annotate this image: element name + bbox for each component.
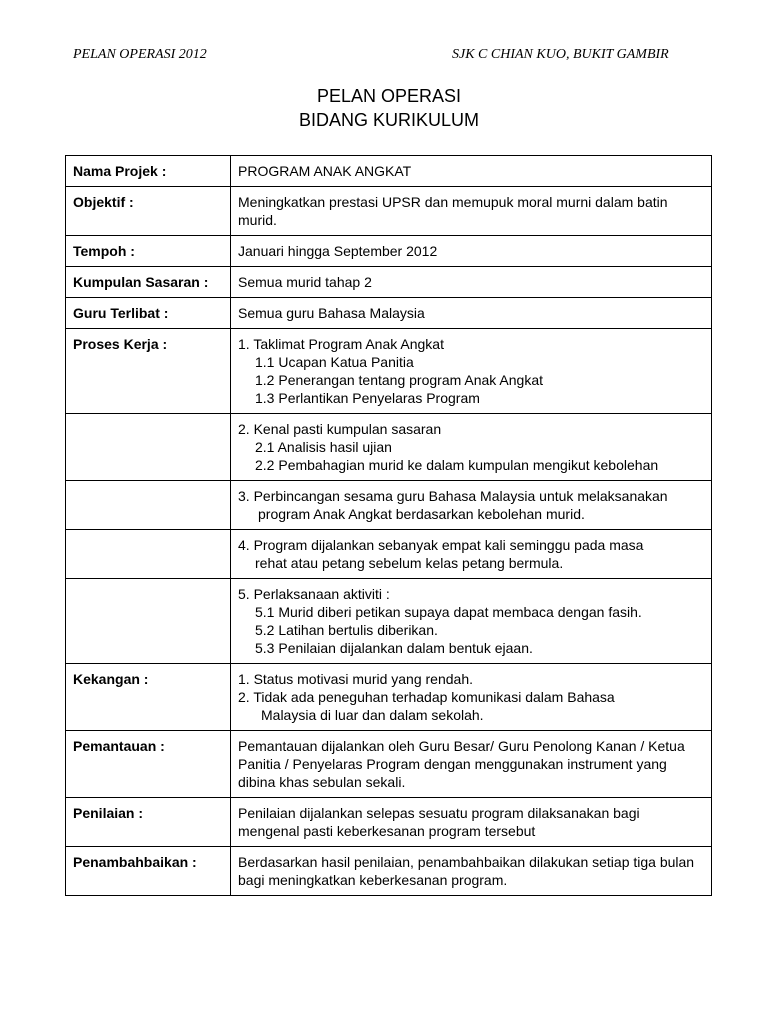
- title-line-1: PELAN OPERASI: [316, 86, 462, 106]
- label-empty: [66, 414, 231, 481]
- value-proses-step-4: [231, 530, 712, 579]
- step-5-title: 5. Perlaksanaan aktiviti :: [238, 586, 390, 602]
- row-pemantauan: [66, 731, 712, 798]
- label-empty: [66, 530, 231, 579]
- row-objektif: [66, 187, 712, 236]
- step-1-item: 1.1 Ucapan Katua Panitia: [255, 354, 414, 370]
- step-1-item: 1.2 Penerangan tentang program Anak Angkat: [255, 372, 543, 388]
- label-guru-terlibat: Guru Terlibat :: [66, 298, 231, 329]
- value-proses-step-2: [231, 414, 712, 481]
- step-3-line-2: program Anak Angkat berdasarkan kebolehan murid.: [258, 506, 585, 522]
- label-objektif: Objektif :: [66, 187, 231, 236]
- label-nama-projek: Nama Projek :: [66, 156, 231, 187]
- row-guru-terlibat: [66, 298, 712, 329]
- kekangan-line-2: 2. Tidak ada peneguhan terhadap komunikasi dalam Bahasa: [238, 689, 615, 705]
- row-proses-kerja-1: [66, 329, 712, 414]
- row-tempoh: [66, 236, 712, 267]
- row-proses-kerja-4: [66, 530, 712, 579]
- step-2-item: 2.1 Analisis hasil ujian: [255, 439, 392, 455]
- label-empty: [66, 481, 231, 530]
- page-title: [0, 84, 768, 132]
- step-4-line-1: 4. Program dijalankan sebanyak empat kali seminggu pada masa: [238, 537, 644, 553]
- step-2-title: 2. Kenal pasti kumpulan sasaran: [238, 421, 442, 437]
- value-proses-step-1: [231, 329, 712, 414]
- label-penilaian: Penilaian :: [66, 798, 231, 847]
- row-proses-kerja-5: [66, 579, 712, 664]
- header-left: PELAN OPERASI 2012: [73, 47, 207, 62]
- row-penambahbaikan: [66, 847, 712, 896]
- value-tempoh: Januari hingga September 2012: [231, 236, 712, 267]
- value-nama-projek: PROGRAM ANAK ANGKAT: [231, 156, 712, 187]
- row-penilaian: [66, 798, 712, 847]
- step-5-item: 5.2 Latihan bertulis diberikan.: [255, 622, 438, 638]
- label-penambahbaikan: Penambahbaikan :: [66, 847, 231, 896]
- step-5-item: 5.1 Murid diberi petikan supaya dapat membaca dengan fasih.: [255, 604, 642, 620]
- value-penilaian: Penilaian dijalankan selepas sesuatu program dilaksanakan bagi mengenal pasti keberkesanan program tersebut: [231, 798, 712, 847]
- value-proses-step-5: [231, 579, 712, 664]
- step-2-item: 2.2 Pembahagian murid ke dalam kumpulan mengikut kebolehan: [255, 457, 659, 473]
- plan-table: [65, 155, 712, 896]
- label-empty: [66, 579, 231, 664]
- row-proses-kerja-2: [66, 414, 712, 481]
- value-guru-terlibat: Semua guru Bahasa Malaysia: [231, 298, 712, 329]
- value-objektif: Meningkatkan prestasi UPSR dan memupuk moral murni dalam batin murid.: [231, 187, 712, 236]
- step-4-line-2: rehat atau petang sebelum kelas petang bermula.: [255, 555, 564, 571]
- step-5-item: 5.3 Penilaian dijalankan dalam bentuk ejaan.: [255, 640, 533, 656]
- header-right: SJK C CHIAN KUO, BUKIT GAMBIR: [452, 47, 669, 62]
- kekangan-line-1: 1. Status motivasi murid yang rendah.: [238, 671, 474, 687]
- step-1-item: 1.3 Perlantikan Penyelaras Program: [255, 390, 480, 406]
- step-3-line-1: 3. Perbincangan sesama guru Bahasa Malaysia untuk melaksanakan: [238, 488, 668, 504]
- row-kekangan: [66, 664, 712, 731]
- row-nama-projek: [66, 156, 712, 187]
- label-kumpulan-sasaran: Kumpulan Sasaran :: [66, 267, 231, 298]
- title-line-2: BIDANG KURIKULUM: [298, 110, 480, 130]
- value-kumpulan-sasaran: Semua murid tahap 2: [231, 267, 712, 298]
- label-tempoh: Tempoh :: [66, 236, 231, 267]
- value-proses-step-3: [231, 481, 712, 530]
- label-pemantauan: Pemantauan :: [66, 731, 231, 798]
- value-kekangan: [231, 664, 712, 731]
- row-proses-kerja-3: [66, 481, 712, 530]
- step-1-title: 1. Taklimat Program Anak Angkat: [238, 336, 444, 352]
- value-pemantauan: Pemantauan dijalankan oleh Guru Besar/ Guru Penolong Kanan / Ketua Panitia / Penyelaras Program dengan menggunakan instrument yang dibina khas sebulan sekali.: [231, 731, 712, 798]
- value-penambahbaikan: Berdasarkan hasil penilaian, penambahbaikan dilakukan setiap tiga bulan bagi meningkatkan keberkesanan program.: [231, 847, 712, 896]
- label-kekangan: Kekangan :: [66, 664, 231, 731]
- label-proses-kerja: Proses Kerja :: [66, 329, 231, 414]
- kekangan-line-3: Malaysia di luar dan dalam sekolah.: [261, 707, 484, 723]
- row-kumpulan-sasaran: [66, 267, 712, 298]
